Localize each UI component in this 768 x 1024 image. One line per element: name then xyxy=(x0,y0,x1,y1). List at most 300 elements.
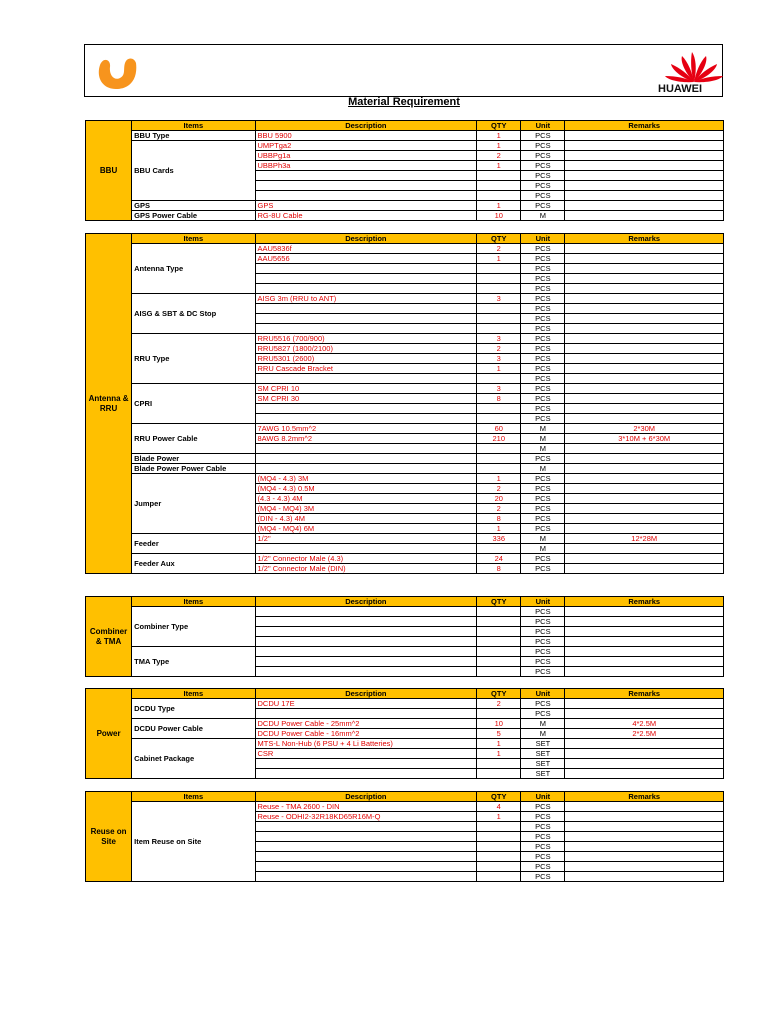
remarks-cell xyxy=(565,354,724,364)
huawei-logo xyxy=(658,48,722,96)
table-row xyxy=(86,141,724,151)
description-cell xyxy=(255,667,477,677)
description-cell: 8AWG 8.2mm^2 xyxy=(255,434,477,444)
qty-cell xyxy=(477,464,521,474)
qty-cell: 1 xyxy=(477,739,521,749)
qty-cell: 2 xyxy=(477,504,521,514)
remarks-cell xyxy=(565,294,724,304)
qty-cell: 20 xyxy=(477,494,521,504)
remarks-cell xyxy=(565,464,724,474)
unit-cell: M xyxy=(521,544,565,554)
description-cell xyxy=(255,627,477,637)
unit-cell: PCS xyxy=(521,324,565,334)
table-row xyxy=(86,294,724,304)
qty-cell xyxy=(477,842,521,852)
description-cell xyxy=(255,304,477,314)
description-cell: DCDU Power Cable - 16mm^2 xyxy=(255,729,477,739)
description-cell: RRU5516 (700/900) xyxy=(255,334,477,344)
description-cell: (DIN - 4.3) 4M xyxy=(255,514,477,524)
remarks-cell xyxy=(565,852,724,862)
table-header-row xyxy=(86,597,724,607)
unit-cell: PCS xyxy=(521,161,565,171)
table-row xyxy=(86,464,724,474)
unit-cell: M xyxy=(521,434,565,444)
qty-cell: 3 xyxy=(477,334,521,344)
unit-cell: PCS xyxy=(521,607,565,617)
remarks-cell xyxy=(565,414,724,424)
description-cell xyxy=(255,637,477,647)
remarks-cell xyxy=(565,344,724,354)
unit-cell: PCS xyxy=(521,812,565,822)
unit-cell: PCS xyxy=(521,364,565,374)
unit-cell: PCS xyxy=(521,414,565,424)
remarks-cell xyxy=(565,191,724,201)
unit-cell: PCS xyxy=(521,131,565,141)
column-header-unit: Unit xyxy=(521,121,565,131)
remarks-cell xyxy=(565,514,724,524)
table-header-row xyxy=(86,792,724,802)
section-table xyxy=(85,791,724,882)
remarks-cell xyxy=(565,637,724,647)
remarks-cell xyxy=(565,274,724,284)
remarks-cell xyxy=(565,484,724,494)
qty-cell: 2 xyxy=(477,344,521,354)
unit-cell: PCS xyxy=(521,637,565,647)
unit-cell: PCS xyxy=(521,872,565,882)
qty-cell xyxy=(477,862,521,872)
unit-cell: PCS xyxy=(521,284,565,294)
qty-cell xyxy=(477,647,521,657)
remarks-cell xyxy=(565,494,724,504)
remarks-cell xyxy=(565,404,724,414)
unit-cell: SET xyxy=(521,769,565,779)
column-header-description: Description xyxy=(255,234,477,244)
description-cell xyxy=(255,657,477,667)
qty-cell xyxy=(477,822,521,832)
qty-cell: 1 xyxy=(477,254,521,264)
unit-cell: PCS xyxy=(521,404,565,414)
description-cell: Reuse - ODHI2-32R18KD65R16M-Q xyxy=(255,812,477,822)
unit-cell: PCS xyxy=(521,657,565,667)
remarks-cell xyxy=(565,872,724,882)
qty-cell: 5 xyxy=(477,729,521,739)
description-cell xyxy=(255,374,477,384)
table-row xyxy=(86,384,724,394)
table-row xyxy=(86,424,724,434)
qty-cell: 2 xyxy=(477,151,521,161)
description-cell: (MQ4 - MQ4) 6M xyxy=(255,524,477,534)
remarks-cell xyxy=(565,812,724,822)
column-header-description: Description xyxy=(255,792,477,802)
description-cell xyxy=(255,607,477,617)
qty-cell: 2 xyxy=(477,699,521,709)
remarks-cell xyxy=(565,657,724,667)
item-label: BBU Type xyxy=(132,131,255,141)
unit-cell: PCS xyxy=(521,191,565,201)
item-label: Blade Power xyxy=(132,454,255,464)
remarks-cell xyxy=(565,769,724,779)
qty-cell: 3 xyxy=(477,354,521,364)
item-label: Cabinet Package xyxy=(132,739,255,779)
table-row xyxy=(86,201,724,211)
qty-cell: 3 xyxy=(477,384,521,394)
qty-cell: 1 xyxy=(477,812,521,822)
unit-cell: PCS xyxy=(521,504,565,514)
table-row xyxy=(86,699,724,709)
remarks-cell xyxy=(565,862,724,872)
remarks-cell xyxy=(565,181,724,191)
column-header-qty: QTY xyxy=(477,234,521,244)
remarks-cell xyxy=(565,244,724,254)
qty-cell: 24 xyxy=(477,554,521,564)
qty-cell: 1 xyxy=(477,161,521,171)
unit-cell: PCS xyxy=(521,181,565,191)
section-table xyxy=(85,120,724,221)
column-header-remarks: Remarks xyxy=(565,792,724,802)
unit-cell: PCS xyxy=(521,617,565,627)
remarks-cell xyxy=(565,161,724,171)
section-label: BBU xyxy=(86,121,132,221)
item-label: RRU Type xyxy=(132,334,255,384)
description-cell xyxy=(255,647,477,657)
section-table xyxy=(85,596,724,677)
qty-cell xyxy=(477,832,521,842)
remarks-cell xyxy=(565,504,724,514)
qty-cell xyxy=(477,374,521,384)
remarks-cell xyxy=(565,759,724,769)
description-cell: UMPTga2 xyxy=(255,141,477,151)
column-header-items: Items xyxy=(132,689,255,699)
description-cell xyxy=(255,872,477,882)
qty-cell xyxy=(477,181,521,191)
description-cell xyxy=(255,264,477,274)
qty-cell: 1 xyxy=(477,364,521,374)
remarks-cell xyxy=(565,667,724,677)
remarks-cell xyxy=(565,284,724,294)
remarks-cell xyxy=(565,384,724,394)
table-row xyxy=(86,334,724,344)
item-label: RRU Power Cable xyxy=(132,424,255,454)
qty-cell: 2 xyxy=(477,484,521,494)
description-cell: RG-8U Cable xyxy=(255,211,477,221)
section-label: Reuse on Site xyxy=(86,792,132,882)
description-cell: RRU5827 (1800/2100) xyxy=(255,344,477,354)
unit-cell: M xyxy=(521,719,565,729)
qty-cell xyxy=(477,171,521,181)
description-cell xyxy=(255,274,477,284)
remarks-cell xyxy=(565,544,724,554)
remarks-cell xyxy=(565,171,724,181)
remarks-cell xyxy=(565,524,724,534)
qty-cell: 8 xyxy=(477,394,521,404)
column-header-description: Description xyxy=(255,121,477,131)
remarks-cell xyxy=(565,749,724,759)
remarks-cell xyxy=(565,334,724,344)
unit-cell: M xyxy=(521,534,565,544)
description-cell: CSR xyxy=(255,749,477,759)
description-cell xyxy=(255,284,477,294)
unit-cell: M xyxy=(521,424,565,434)
unit-cell: PCS xyxy=(521,151,565,161)
remarks-cell: 4*2.5M xyxy=(565,719,724,729)
unit-cell: PCS xyxy=(521,564,565,574)
table-row xyxy=(86,647,724,657)
description-cell xyxy=(255,324,477,334)
column-header-qty: QTY xyxy=(477,597,521,607)
item-label: Item Reuse on Site xyxy=(132,802,255,882)
remarks-cell xyxy=(565,131,724,141)
description-cell xyxy=(255,544,477,554)
remarks-cell xyxy=(565,739,724,749)
unit-cell: PCS xyxy=(521,667,565,677)
unit-cell: PCS xyxy=(521,384,565,394)
remarks-cell xyxy=(565,627,724,637)
remarks-cell xyxy=(565,822,724,832)
remarks-cell xyxy=(565,254,724,264)
qty-cell: 8 xyxy=(477,514,521,524)
qty-cell: 1 xyxy=(477,749,521,759)
qty-cell xyxy=(477,324,521,334)
item-label: DCDU Type xyxy=(132,699,255,719)
column-header-remarks: Remarks xyxy=(565,234,724,244)
section-label: Antenna & RRU xyxy=(86,234,132,574)
document-header xyxy=(84,44,723,97)
column-header-remarks: Remarks xyxy=(565,689,724,699)
description-cell: SM CPRI 30 xyxy=(255,394,477,404)
description-cell xyxy=(255,769,477,779)
column-header-unit: Unit xyxy=(521,689,565,699)
unit-cell: PCS xyxy=(521,201,565,211)
description-cell: AAU5836f xyxy=(255,244,477,254)
column-header-items: Items xyxy=(132,234,255,244)
description-cell xyxy=(255,314,477,324)
remarks-cell xyxy=(565,454,724,464)
unit-cell: PCS xyxy=(521,802,565,812)
section-label: Combiner & TMA xyxy=(86,597,132,677)
qty-cell xyxy=(477,404,521,414)
column-header-remarks: Remarks xyxy=(565,597,724,607)
description-cell: MTS-L Non-Hub (6 PSU + 4 Li Batteries) xyxy=(255,739,477,749)
unit-cell: M xyxy=(521,211,565,221)
column-header-items: Items xyxy=(132,121,255,131)
section-table xyxy=(85,233,724,574)
remarks-cell xyxy=(565,607,724,617)
column-header-qty: QTY xyxy=(477,121,521,131)
qty-cell: 60 xyxy=(477,424,521,434)
unit-cell: PCS xyxy=(521,334,565,344)
remarks-cell xyxy=(565,364,724,374)
remarks-cell xyxy=(565,444,724,454)
qty-cell xyxy=(477,304,521,314)
unit-cell: PCS xyxy=(521,264,565,274)
qty-cell xyxy=(477,617,521,627)
table-row xyxy=(86,554,724,564)
qty-cell: 4 xyxy=(477,802,521,812)
description-cell xyxy=(255,852,477,862)
description-cell xyxy=(255,404,477,414)
table-row xyxy=(86,802,724,812)
table-header-row xyxy=(86,121,724,131)
table-row xyxy=(86,534,724,544)
qty-cell: 1 xyxy=(477,141,521,151)
unit-cell: PCS xyxy=(521,494,565,504)
remarks-cell xyxy=(565,151,724,161)
table-row xyxy=(86,454,724,464)
description-cell: RRU Cascade Bracket xyxy=(255,364,477,374)
description-cell: (MQ4 - 4.3) 3M xyxy=(255,474,477,484)
description-cell xyxy=(255,414,477,424)
remarks-cell xyxy=(565,699,724,709)
unit-cell: PCS xyxy=(521,852,565,862)
table-row xyxy=(86,739,724,749)
table-row xyxy=(86,474,724,484)
description-cell: GPS xyxy=(255,201,477,211)
unit-cell: PCS xyxy=(521,832,565,842)
unit-cell: PCS xyxy=(521,244,565,254)
description-cell: BBU 5900 xyxy=(255,131,477,141)
item-label: BBU Cards xyxy=(132,141,255,201)
description-cell xyxy=(255,454,477,464)
unit-cell: PCS xyxy=(521,294,565,304)
section-table xyxy=(85,688,724,779)
unit-cell: PCS xyxy=(521,254,565,264)
unit-cell: PCS xyxy=(521,647,565,657)
description-cell xyxy=(255,822,477,832)
description-cell xyxy=(255,759,477,769)
item-label: Combiner Type xyxy=(132,607,255,647)
remarks-cell: 12*28M xyxy=(565,534,724,544)
item-label: AISG & SBT & DC Stop xyxy=(132,294,255,334)
qty-cell: 10 xyxy=(477,211,521,221)
qty-cell: 10 xyxy=(477,719,521,729)
unit-cell: PCS xyxy=(521,141,565,151)
qty-cell: 8 xyxy=(477,564,521,574)
description-cell xyxy=(255,181,477,191)
column-header-qty: QTY xyxy=(477,792,521,802)
description-cell: 1/2" xyxy=(255,534,477,544)
description-cell: Reuse - TMA 2600 - DIN xyxy=(255,802,477,812)
column-header-remarks: Remarks xyxy=(565,121,724,131)
unit-cell: PCS xyxy=(521,304,565,314)
description-cell: RRU5301 (2600) xyxy=(255,354,477,364)
item-label: Jumper xyxy=(132,474,255,534)
remarks-cell xyxy=(565,842,724,852)
qty-cell: 3 xyxy=(477,294,521,304)
description-cell xyxy=(255,191,477,201)
remarks-cell xyxy=(565,394,724,404)
item-label: Feeder xyxy=(132,534,255,554)
remarks-cell xyxy=(565,374,724,384)
unit-cell: PCS xyxy=(521,354,565,364)
column-header-description: Description xyxy=(255,689,477,699)
description-cell: 1/2" Connector Male (4.3) xyxy=(255,554,477,564)
unit-cell: SET xyxy=(521,759,565,769)
qty-cell xyxy=(477,759,521,769)
qty-cell xyxy=(477,872,521,882)
description-cell: DCDU 17E xyxy=(255,699,477,709)
column-header-unit: Unit xyxy=(521,792,565,802)
remarks-cell xyxy=(565,141,724,151)
remarks-cell xyxy=(565,474,724,484)
unit-cell: PCS xyxy=(521,314,565,324)
unit-cell: PCS xyxy=(521,699,565,709)
qty-cell xyxy=(477,414,521,424)
qty-cell xyxy=(477,657,521,667)
item-label: CPRI xyxy=(132,384,255,424)
qty-cell: 1 xyxy=(477,474,521,484)
remarks-cell xyxy=(565,264,724,274)
qty-cell: 1 xyxy=(477,524,521,534)
remarks-cell xyxy=(565,647,724,657)
item-label: TMA Type xyxy=(132,647,255,677)
description-cell xyxy=(255,444,477,454)
unit-cell: PCS xyxy=(521,822,565,832)
unit-cell: PCS xyxy=(521,484,565,494)
description-cell: UBBPg1a xyxy=(255,151,477,161)
page-title: Material Requirement xyxy=(348,96,460,108)
column-header-description: Description xyxy=(255,597,477,607)
description-cell xyxy=(255,617,477,627)
unit-cell: SET xyxy=(521,739,565,749)
unit-cell: PCS xyxy=(521,474,565,484)
remarks-cell: 3*10M + 6*30M xyxy=(565,434,724,444)
remarks-cell xyxy=(565,554,724,564)
description-cell: DCDU Power Cable - 25mm^2 xyxy=(255,719,477,729)
description-cell: AAU5656 xyxy=(255,254,477,264)
description-cell: SM CPRI 10 xyxy=(255,384,477,394)
description-cell xyxy=(255,832,477,842)
qty-cell: 1 xyxy=(477,201,521,211)
qty-cell xyxy=(477,607,521,617)
description-cell: (4.3 - 4.3) 4M xyxy=(255,494,477,504)
table-row xyxy=(86,131,724,141)
qty-cell xyxy=(477,627,521,637)
qty-cell: 1 xyxy=(477,131,521,141)
item-label: GPS xyxy=(132,201,255,211)
unit-cell: PCS xyxy=(521,394,565,404)
description-cell xyxy=(255,842,477,852)
remarks-cell xyxy=(565,802,724,812)
item-label: GPS Power Cable xyxy=(132,211,255,221)
column-header-unit: Unit xyxy=(521,597,565,607)
column-header-items: Items xyxy=(132,792,255,802)
remarks-cell xyxy=(565,564,724,574)
description-cell: 7AWG 10.5mm^2 xyxy=(255,424,477,434)
item-label: Blade Power Power Cable xyxy=(132,464,255,474)
unit-cell: PCS xyxy=(521,454,565,464)
unit-cell: PCS xyxy=(521,344,565,354)
qty-cell xyxy=(477,637,521,647)
qty-cell xyxy=(477,284,521,294)
qty-cell xyxy=(477,667,521,677)
remarks-cell xyxy=(565,304,724,314)
description-cell: (MQ4 - 4.3) 0.5M xyxy=(255,484,477,494)
remarks-cell xyxy=(565,314,724,324)
remarks-cell: 2*30M xyxy=(565,424,724,434)
description-cell xyxy=(255,464,477,474)
item-label: Antenna Type xyxy=(132,244,255,294)
unit-cell: SET xyxy=(521,749,565,759)
description-cell: 1/2" Connector Male (DIN) xyxy=(255,564,477,574)
unit-cell: M xyxy=(521,729,565,739)
description-cell xyxy=(255,171,477,181)
unit-cell: PCS xyxy=(521,374,565,384)
remarks-cell xyxy=(565,201,724,211)
unit-cell: M xyxy=(521,444,565,454)
remarks-cell xyxy=(565,211,724,221)
table-row xyxy=(86,211,724,221)
description-cell xyxy=(255,709,477,719)
